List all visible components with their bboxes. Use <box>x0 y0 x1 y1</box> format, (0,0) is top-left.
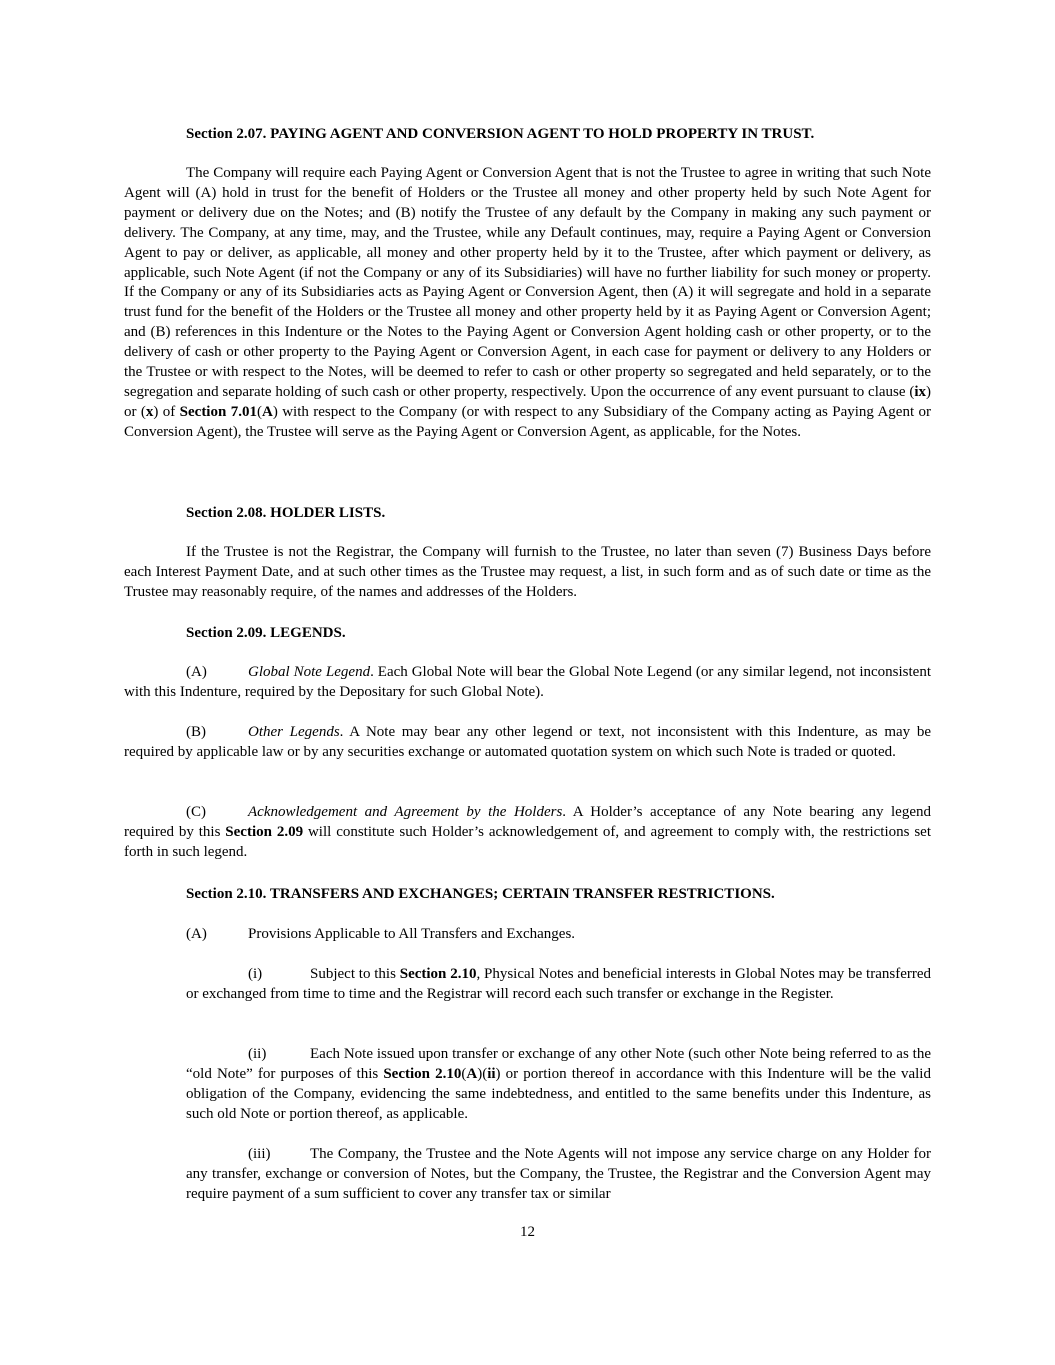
section-2-10-a-iii: (iii) The Company, the Trustee and the Note Agents will not impose any service charge on any Holder for any transfer, exchange or conversion of Notes, but the Company, the Trustee, the Registrar and the Conversion Agent may require payment of a sum sufficient to cover any transfer tax or similar <box>186 1146 931 1202</box>
section-2-10-a: (A) Provisions Applicable to All Transfers and Exchanges. <box>186 926 576 942</box>
section-2-09-heading: Section 2.09. LEGENDS. <box>186 625 346 641</box>
section-2-08-heading: Section 2.08. HOLDER LISTS. <box>186 505 386 521</box>
section-2-10-a-i: (i) Subject to this Section 2.10, Physical Notes and beneficial interests in Global Notes may be transferred or exchanged from time to time and the Registrar will record each such transfer or exchange in the Register. <box>186 966 931 1002</box>
section-2-08-paragraph: If the Trustee is not the Registrar, the Company will furnish to the Trustee, no later than seven (7) Business Days before each Interest Payment Date, and at such other times as the Trustee may request, a list, in such form and as of such date or time as the Trustee may reasonably require, of the names and addresses of the Holders. <box>124 544 931 600</box>
page-number: 12 <box>520 1224 535 1240</box>
section-2-09-c: (C) Acknowledgement and Agreement by the Holders. A Holder’s acceptance of any Note bearing any legend required by this Section 2.09 will constitute such Holder’s acknowledgement of, and agreement to comply with, the restrictions set forth in such legend. <box>124 804 932 860</box>
section-2-07-paragraph: The Company will require each Paying Agent or Conversion Agent that is not the Trustee to agree in writing that such Note Agent will (A) hold in trust for the benefit of Holders or the Trustee all money and other property held by such Note Agent for payment or delivery due on the Notes; and (B) notify the Trustee of any default by the Company in making any such payment or delivery. The Company, at any time, may, and the Trustee, while any Default continues, may, require a Paying Agent or Conversion Agent to pay or deliver, as applicable, all money and other property held by it to the Trustee, after which payment or delivery, as applicable, such Note Agent (if not the Company or any of its Subsidiaries) will have no further liability for such money or property. If the Company or any of its Subsidiaries acts as Paying Agent or Conversion Agent, then (A) it will segregate and hold in a separate trust fund for the benefit of the Holders or the Trustee all money and other property held by it as Paying Agent or Conversion Agent; and (B) references in this Indenture or the Notes to the Paying Agent or Conversion Agent holding cash or other property, or to the delivery of cash or other property to the Paying Agent or Conversion Agent, in each case for payment or delivery to any Holders or the Trustee or with respect to the Notes, will be deemed to refer to cash or other property so segregated and held separately, or to the segregation and separate holding of such cash or other property, respectively. Upon the occurrence of any event pursuant to clause (ix) or (x) of Section 7.01(A) with respect to the Company (or with respect to any Subsidiary of the Company acting as Paying Agent or Conversion Agent), the Trustee will serve as the Paying Agent or Conversion Agent, as applicable, for the Notes. <box>124 165 932 440</box>
section-2-10-a-ii: (ii) Each Note issued upon transfer or exchange of any other Note (such other Note being referred to as the “old Note” for purposes of this Section 2.10(A)(ii) or portion thereof in accordance with this Indenture will be the valid obligation of the Company, evidencing the same indebtedness, and entitled to the same benefits under this Indenture, as such old Note or portion thereof, as applicable. <box>186 1046 931 1122</box>
section-2-09-a: (A) Global Note Legend. Each Global Note will bear the Global Note Legend (or any similar legend, not inconsistent with this Indenture, required by the Depositary for such Global Note). <box>124 664 931 700</box>
section-2-10-heading: Section 2.10. TRANSFERS AND EXCHANGES; CERTAIN TRANSFER RESTRICTIONS. <box>186 886 775 902</box>
section-2-09-b: (B) Other Legends. A Note may bear any other legend or text, not inconsistent with this Indenture, as may be required by applicable law or by any securities exchange or automated quotation system on which such Note is traded or quoted. <box>124 724 931 760</box>
section-2-07-heading: Section 2.07. PAYING AGENT AND CONVERSION AGENT TO HOLD PROPERTY IN TRUST. <box>186 126 815 142</box>
